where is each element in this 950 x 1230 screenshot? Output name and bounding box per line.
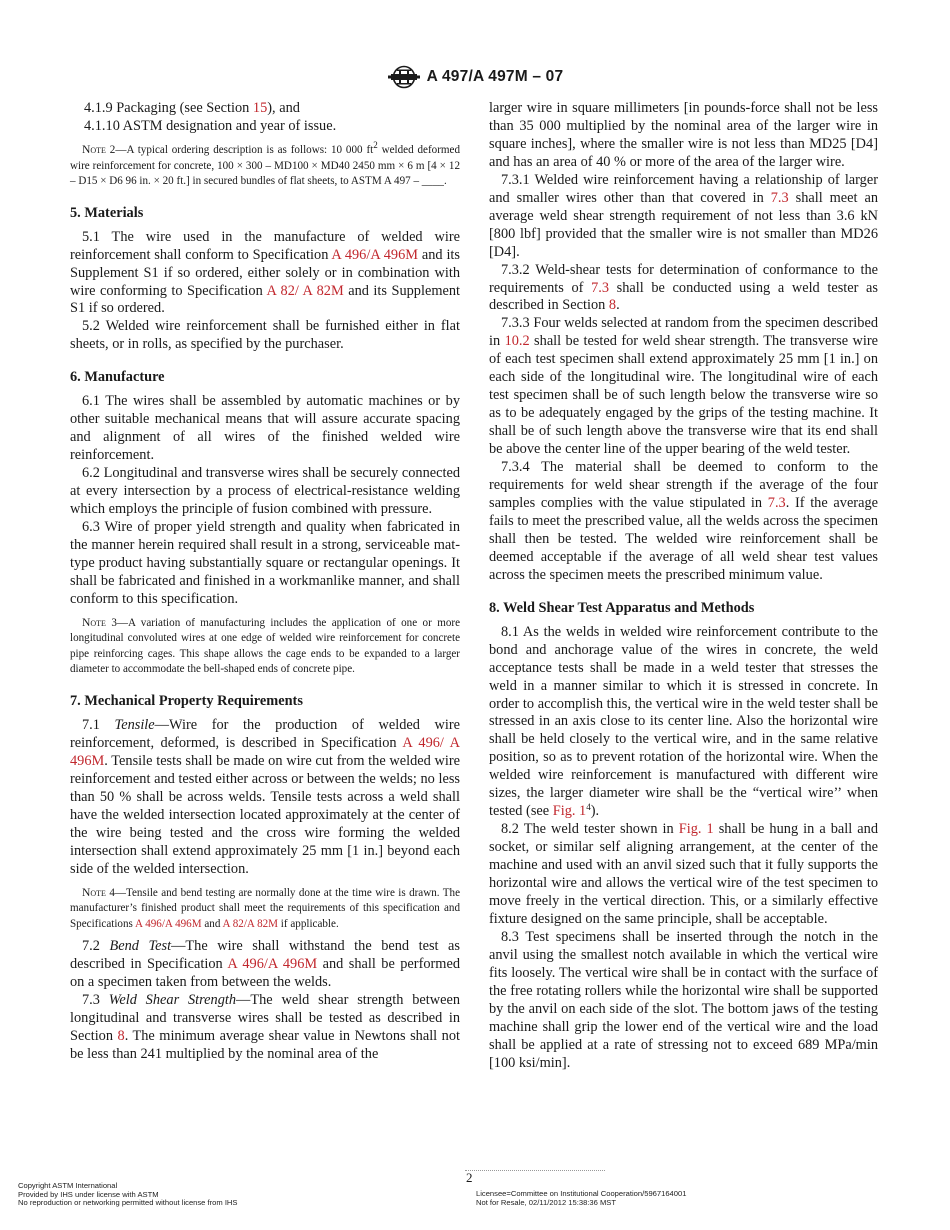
paragraph-6-1: 6.1 The wires shall be assembled by automatic machines or by other suitable mechanical means that will assure accurate spacing and alignment of all wires of the finished welded wire reinforcement. bbox=[70, 393, 460, 464]
heading-mechanical-property: 7. Mechanical Property Requirements bbox=[70, 693, 303, 710]
paragraph-8-2: 8.2 The weld tester shown in Fig. 1 shall be hung in a ball and socket, or similar self aligning arrangement, at the center of the machine and used with an anvil sized such that it fully supports the horizontal wire and allows the vertical wire of the test specimen to move freely in the vertical direction. This, or a similarly effective fixture designed on the same principle, shall be acceptable. bbox=[489, 821, 878, 927]
paragraph-7-3: 7.3 Weld Shear Strength—The weld shear strength between longitudinal and transverse wires shall be tested as described in Section 8. The minimum average shear value in Newtons shall not be less than 241 multiplied by the nominal area of the bbox=[70, 992, 461, 1063]
figure-link[interactable]: Fig. 1 bbox=[552, 803, 587, 820]
spec-link[interactable]: A 82/A 82M bbox=[222, 917, 279, 930]
spec-link[interactable]: A 496/ A 496M bbox=[70, 734, 461, 769]
figure-link[interactable]: Fig. 1 bbox=[678, 821, 714, 838]
astm-logo-icon bbox=[387, 65, 421, 89]
spec-link[interactable]: A 496/A 496M bbox=[331, 246, 419, 263]
spec-link[interactable]: A 496/A 496M bbox=[135, 917, 202, 930]
section-link[interactable]: 8 bbox=[608, 297, 617, 314]
right-column bbox=[489, 100, 878, 1073]
paragraph-8-3: 8.3 Test specimens shall be inserted through the notch in the anvil using the smallest notch available in which the vertical wire fits loosely. The vertical wire shall be in contact with the surface of the free rotating rollers while the horizontal wire shall be supported by the anvil on each side of the slot. The bottom jaws of the testing machine shall grip the lower end of the vertical wire and the load shall be applied at a rate of stressing not to exceed 689 MPa/min [100 ksi/min]. bbox=[489, 928, 878, 1071]
section-link[interactable]: 8 bbox=[117, 1028, 125, 1045]
paragraph-6-3: 6.3 Wire of proper yield strength and quality when fabricated in the manner herein required shall result in a strong, serviceable mat-type product having substantially square or rectangular openings. It shall be fabricated and finished in a workmanlike manner, and shall conform to this specification. bbox=[70, 518, 460, 607]
left-column bbox=[70, 100, 460, 1064]
paragraph-7-3-1: 7.3.1 Welded wire reinforcement having a relationship of larger and smaller wires other than that covered in 7.3 shall meet an average weld shear strength requirement of not less than 3.6 kN [800 lbf] provided that the smaller wire is not smaller than MD26 [D4]. bbox=[489, 171, 878, 260]
paragraph-7-3-4: 7.3.4 The material shall be deemed to conform to the requirements for weld shear strength if the average of the four samples complies with the value stipulated in 7.3. If the average fails to meet the prescribed value, all the welds across the specimen shall then be tested. The welded wire reinforcement shall be deemed acceptable if the average of all weld shear test values across the specimen meets the prescribed minimum value. bbox=[489, 459, 878, 583]
paragraph-5-2: 5.2 Welded wire reinforcement shall be furnished either in flat sheets, or in rolls, as specified by the purchaser. bbox=[70, 318, 460, 353]
spec-link[interactable]: A 496/A 496M bbox=[227, 956, 318, 973]
standard-designation: A 497/A 497M – 07 bbox=[426, 68, 564, 85]
footer-left: Copyright ASTM International Provided by IHS under license with ASTM No reproduction or networking permitted without license from IHS bbox=[18, 1181, 238, 1208]
list-item-4-1-10: 4.1.10 ASTM designation and year of issue. bbox=[84, 117, 337, 134]
note-2: Note 2—A typical ordering description is as follows: 10 000 $ft^2$ welded deformed wire reinforcement for concrete, 100 × 300 – MD100 × MD40 2450 mm × 6 m [4 × 12 – D15 × D6 96 in. × 20 ft.] in secured bundles of flat sheets, to ASTM A 497 – ____. bbox=[70, 139, 460, 188]
section-link[interactable]: 7.3 bbox=[767, 494, 786, 511]
note-3: Note 3—A variation of manufacturing includes the application of one or more longitudinal convoluted wires at one edge of welded wire reinforcement for concrete pipe reinforcing cages. This shape allows the cage ends to be expanded to a larger diameter to accommodate the bell-shaped ends of concrete pipe. bbox=[70, 615, 460, 676]
section-link[interactable]: 15 bbox=[252, 100, 268, 116]
heading-weld-shear-test: 8. Weld Shear Test Apparatus and Methods bbox=[489, 599, 755, 616]
paragraph-7-1: 7.1 Tensile—Wire for the production of welded wire reinforcement, deformed, is described in Specification A 496/ A 496M. Tensile tests shall be made on wire cut from the welded wire reinforcement and tested either across or between the welds; no less than 50 % shall be across welds. Tensile tests across a weld shall have the welded intersection located approximately at the center of the wire being tested and the cross wire forming the welded intersection shall extend approximately 25 mm [1 in.] beyond each side of the welded intersection. bbox=[70, 717, 461, 877]
note-4: Note 4—Tensile and bend testing are normally done at the time wire is drawn. The manufacturer’s finished product shall meet the requirements of this specification and Specifications A 496/A 496M and A 82/A 82M if applicable. bbox=[70, 885, 460, 930]
paragraph-7-2: 7.2 Bend Test—The wire shall withstand the bend test as described in Specification A 496/A 496M and shall be performed on a specimen taken from between the welds. bbox=[70, 938, 461, 991]
section-link[interactable]: 10.2 bbox=[504, 333, 530, 350]
page-number: 2 bbox=[466, 1170, 473, 1185]
paragraph-7-3-2: 7.3.2 Weld-shear tests for determination of conformance to the requirements of 7.3 shall be conducted using a weld tester as described in Section 8. bbox=[489, 261, 878, 314]
page-header bbox=[0, 64, 950, 90]
footer-divider bbox=[465, 1170, 605, 1171]
paragraph-8-1: 8.1 As the welds in welded wire reinforcement contribute to the bond and anchorage value of the wires in concrete, the weld acceptance tests shall be made in a weld tester that stresses the weld in a manner similar to which it is stressed in concrete. In order to accomplish this, the vertical wire in the weld tester shall be stressed in an axis close to its center line. Also the horizontal wire shall be held closely to the vertical wire, and in the same relative position, so as to prevent rotation of the horizontal wire. When the welded wire reinforcement is manufactured with different wire sizes, the larger diameter wire shall be the “vertical wire’’ when tested (see Fig. $1^4$). bbox=[489, 623, 878, 820]
section-link[interactable]: 7.3 bbox=[770, 189, 789, 206]
paragraph-5-1: 5.1 The wire used in the manufacture of welded wire reinforcement shall conform to Specification A 496/A 496M and its Supplement S1 if so ordered, either solely or in combination with wire conforming to Specification A 82/ A 82M and its Supplement S1 if so ordered. bbox=[70, 228, 461, 317]
section-link[interactable]: 7.3 bbox=[591, 279, 610, 296]
heading-materials: 5. Materials bbox=[70, 204, 144, 221]
heading-manufacture: 6. Manufacture bbox=[70, 369, 165, 386]
footer-right: Licensee=Committee on Institutional Cooperation/5967164001 Not for Resale, 02/11/2012 15:38:36 MST bbox=[476, 1189, 687, 1207]
paragraph-6-2: 6.2 Longitudinal and transverse wires shall be securely connected at every intersection by a process of electrical-resistance welding which employs the principle of fusion combined with pressure. bbox=[70, 465, 460, 517]
paragraph-7-3-3: 7.3.3 Four welds selected at random from the specimen described in 10.2 shall be tested for weld shear strength. The transverse wire of each test specimen shall extend approximately 25 mm [1 in.] on each side of the longitudinal wire. The longitudinal wire of each test specimen shall be of such length below the transverse wire so as to be adequately engaged by the grips of the testing machine. It shall be of such length above the transverse wire that its end shall be above the center line of the upper bearing of the weld tester. bbox=[489, 315, 878, 458]
paragraph-7-3-continued: larger wire in square millimeters [in pounds-force shall not be less than 35 000 multiplied by the nominal area of the larger wire in square inches], where the smaller wire is not less than MD25 [D4] and has an area of 40 % or more of the area of the larger wire. bbox=[489, 100, 878, 170]
list-item-4-1-9: 4.1.9 Packaging (see Section 15), and bbox=[84, 100, 300, 116]
spec-link[interactable]: A 82/ A 82M bbox=[266, 282, 344, 299]
